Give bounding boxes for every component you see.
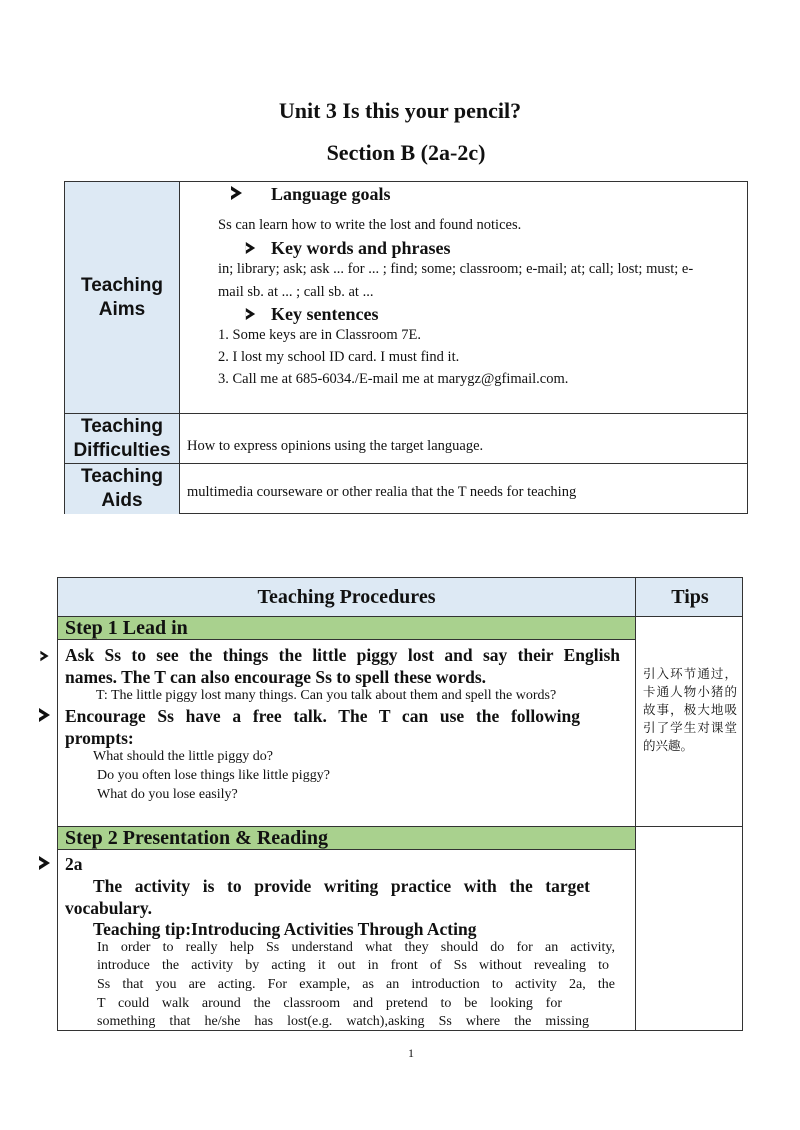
- language-goals-heading: Language goals: [271, 184, 391, 204]
- teaching-aids-text: multimedia courseware or other realia that the T needs for teaching: [187, 484, 577, 500]
- bullet-arrow-icon: [246, 308, 255, 320]
- teaching-info-table: [64, 181, 748, 514]
- page-title: Unit 3 Is this your pencil?: [278, 98, 522, 123]
- tip-line-3: Ss that you are acting. For example, as an introduction to activity 2a, the: [97, 977, 615, 992]
- step1-item2-line1: Encourage Ss have a free talk. The T can use the following: [65, 706, 580, 726]
- prompt-2: Do you often lose things like little piggy?: [97, 768, 330, 783]
- bullet-arrow-icon: [39, 708, 50, 722]
- step2-line1: The activity is to provide writing practice with the target: [93, 876, 590, 896]
- step1-teacher-line: T: The little piggy lost many things. Can you talk about them and spell the words?: [96, 688, 557, 703]
- teaching-aims-label: Teaching Aims: [65, 182, 180, 414]
- bullet-arrow-icon: [40, 651, 48, 662]
- key-sentence-2: 2. I lost my school ID card. I must find it.: [218, 349, 460, 365]
- teaching-tip-heading: Teaching tip:Introducing Activities Through Acting: [93, 919, 477, 939]
- teaching-difficulties-text: How to express opinions using the target language.: [187, 438, 484, 454]
- tip-line-4: T could walk around the classroom and pretend to be looking for: [97, 996, 562, 1011]
- key-words-line-1: in; library; ask; ask ... for ... ; find; some; classroom; e-mail; at; call; lost; must; e-: [218, 261, 694, 277]
- key-sentence-3: 3. Call me at 685-6034./E-mail me at marygz@gfimail.com.: [218, 371, 569, 387]
- step2-heading: Step 2 Presentation & Reading: [58, 826, 635, 850]
- bullet-arrow-icon: [246, 242, 255, 254]
- teaching-aims-content: [180, 182, 747, 413]
- bullet-arrow-icon: [231, 186, 242, 200]
- language-goals-text: Ss can learn how to write the lost and found notices.: [218, 217, 522, 233]
- tip-line-1: In order to really help Ss understand what they should do for an activity,: [97, 940, 615, 955]
- step1-item2-line2: prompts:: [65, 728, 134, 748]
- step2-line2: vocabulary.: [65, 898, 153, 918]
- step1-item1-line1: Ask Ss to see the things the little piggy lost and say their English: [65, 645, 620, 665]
- tips-step1-text: 引入环节通过，卡通人物小猪的故事，极大地吸引了学生对课堂的兴趣。: [643, 666, 737, 753]
- step1-item1-line2: names. The T can also encourage Ss to spell these words.: [65, 667, 486, 687]
- key-sentences-heading: Key sentences: [271, 304, 379, 324]
- activity-2a-label: 2a: [65, 854, 83, 874]
- teaching-aids-label: Teaching Aids: [65, 464, 180, 514]
- prompt-3: What do you lose easily?: [97, 787, 238, 802]
- teaching-difficulties-label: Teaching Difficulties: [65, 414, 180, 464]
- page-subtitle: Section B (2a-2c): [326, 140, 486, 165]
- prompt-1: What should the little piggy do?: [93, 749, 274, 764]
- key-words-line-2: mail sb. at ... ; call sb. at ...: [218, 284, 374, 300]
- tip-line-2: introduce the activity by acting it out in front of Ss without revealing to: [97, 958, 609, 973]
- key-words-heading: Key words and phrases: [271, 238, 451, 258]
- step1-heading: Step 1 Lead in: [58, 616, 635, 640]
- page-number: 1: [408, 1046, 414, 1060]
- key-sentence-1: 1. Some keys are in Classroom 7E.: [218, 327, 421, 343]
- tip-line-5: something that he/she has lost(e.g. watch),asking Ss where the missing: [97, 1014, 589, 1029]
- header-tips: Tips: [671, 586, 709, 608]
- header-procedures: Teaching Procedures: [257, 586, 436, 608]
- bullet-arrow-icon: [39, 856, 50, 870]
